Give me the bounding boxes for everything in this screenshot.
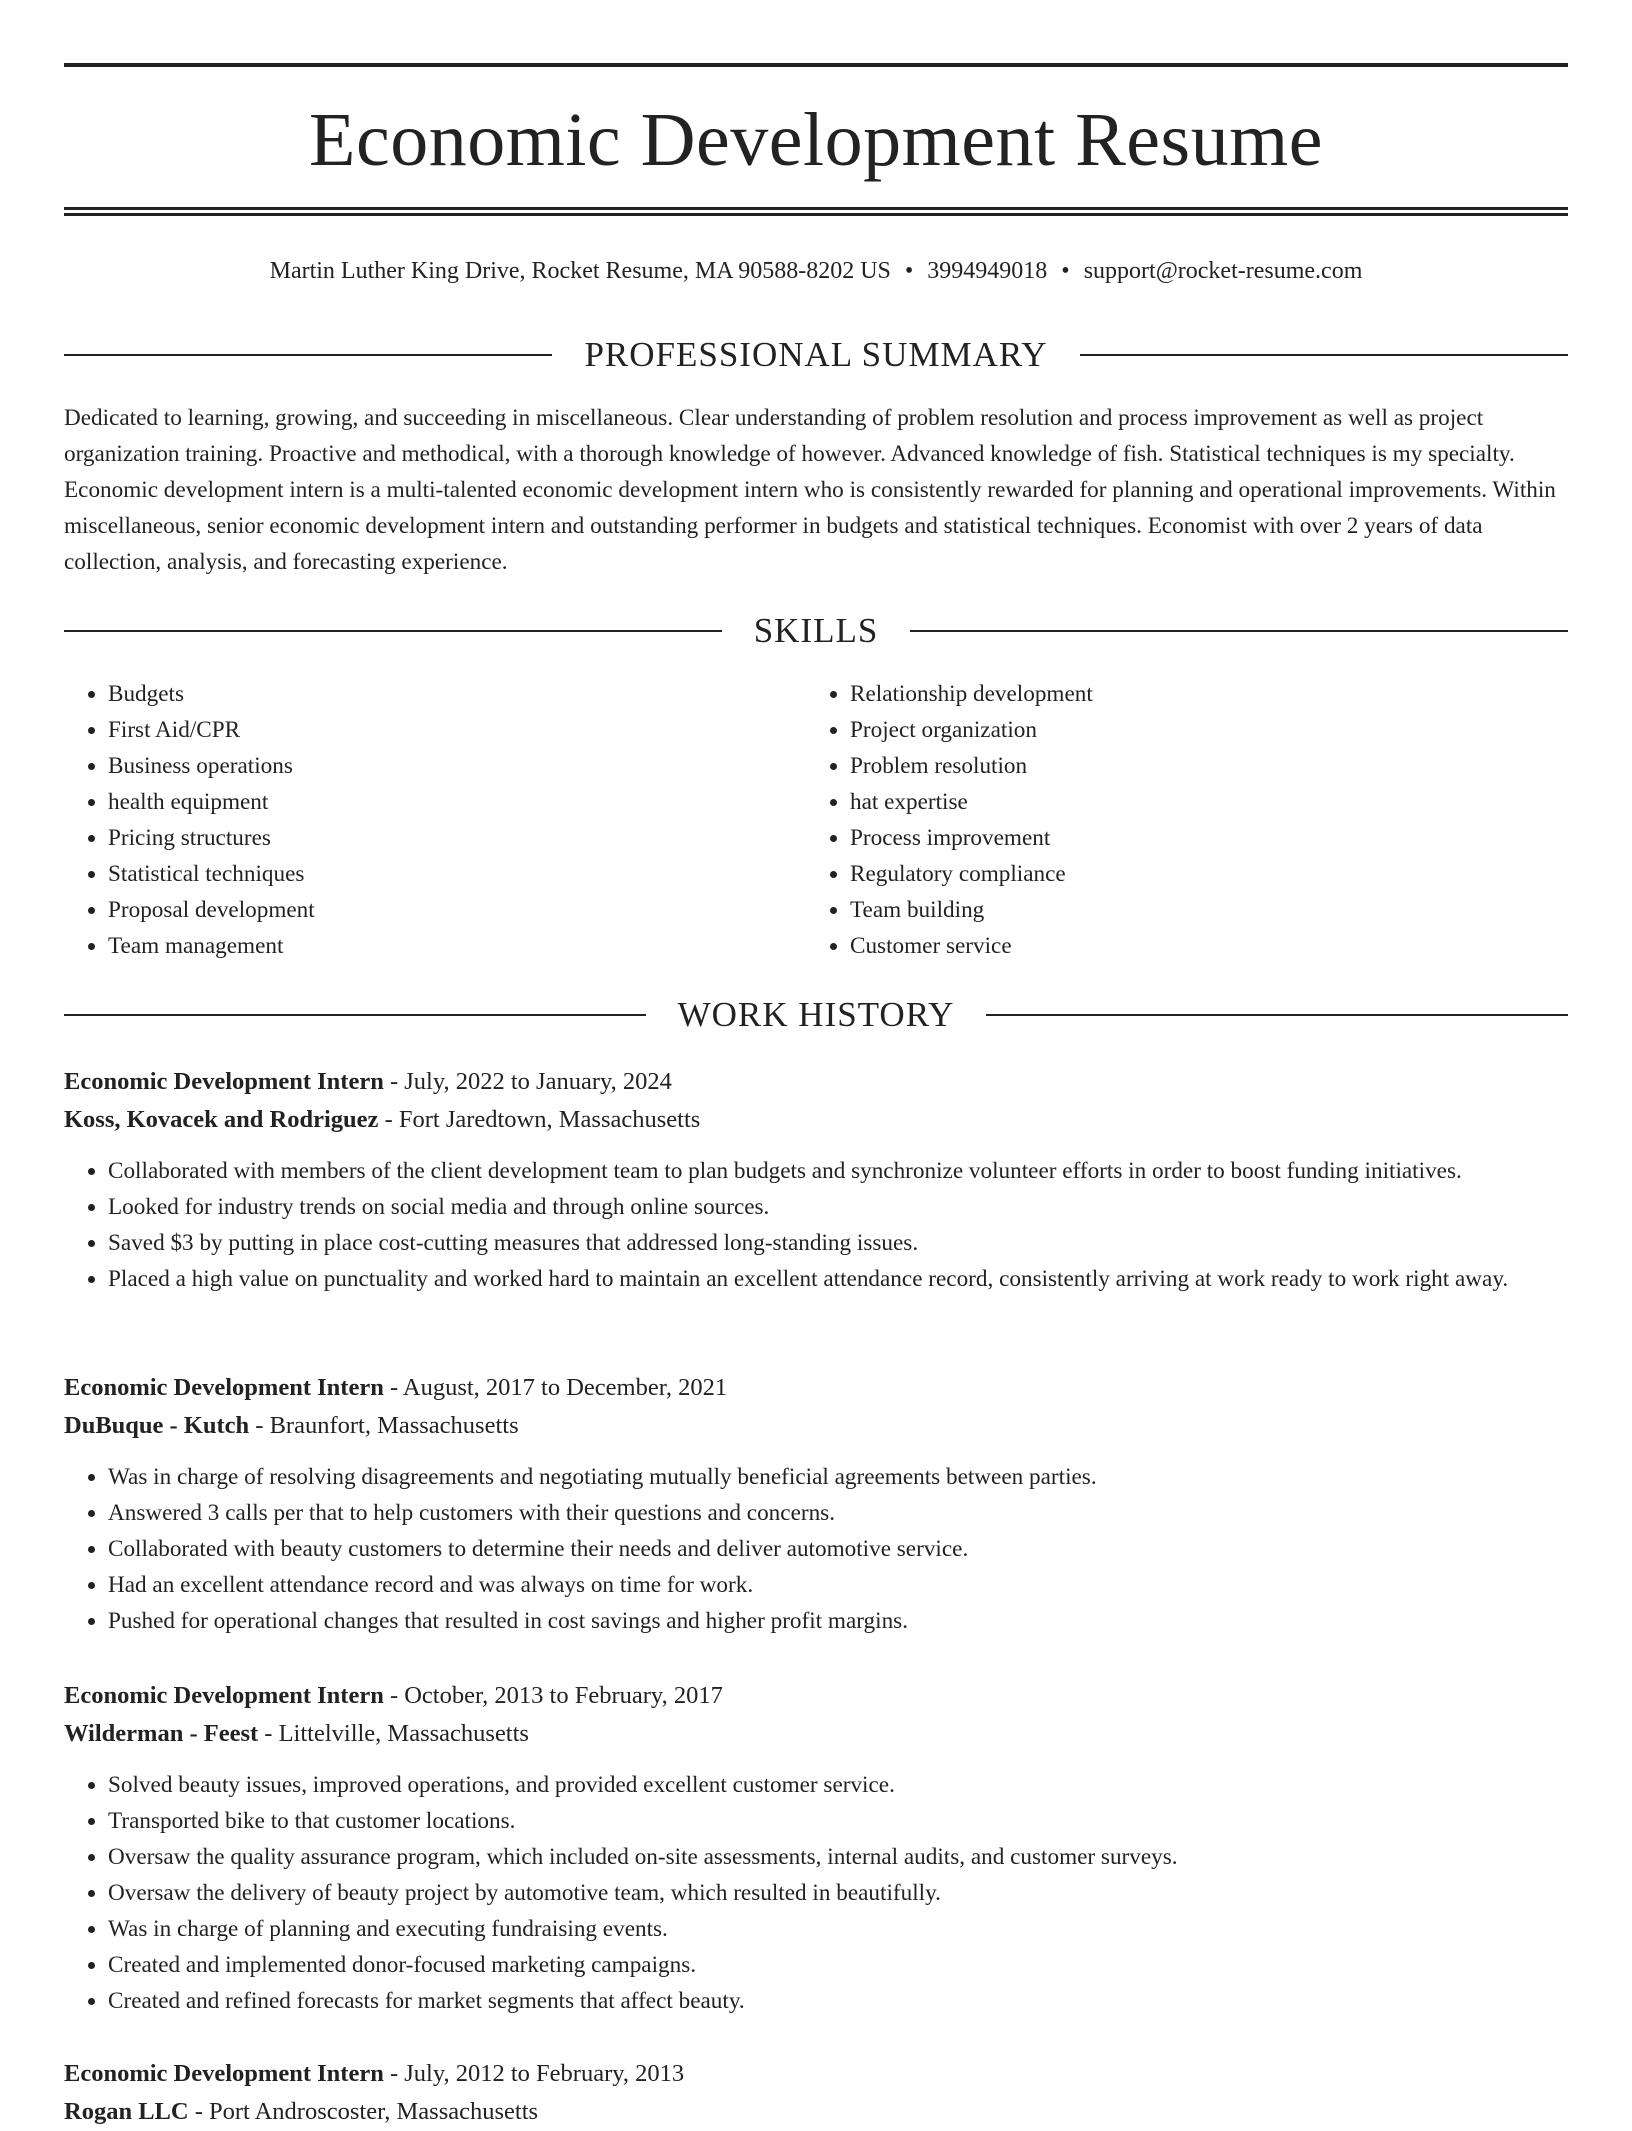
job-company: Rogan LLC <box>64 2098 189 2125</box>
job-bullet: • Collaborated with beauty customers to determine their needs and deliver automotive service. <box>108 1531 1568 1567</box>
job-location: - Fort Jaredtown, Massachusetts <box>378 1106 701 1133</box>
job-title: Economic Development Intern <box>64 2060 384 2087</box>
divider-line <box>64 354 552 356</box>
job-bullet: • Created and refined forecasts for market segments that affect beauty. <box>108 1983 1568 2019</box>
job-bullets <box>64 1459 1568 1639</box>
section-title: PROFESSIONAL SUMMARY <box>584 335 1048 374</box>
job-company-line <box>64 1101 1568 1139</box>
job-company-line <box>64 1407 1568 1445</box>
job-entry <box>64 1677 1568 2019</box>
top-rule <box>64 63 1568 67</box>
skill-item: • Project organization <box>850 712 1548 748</box>
section-title: SKILLS <box>753 611 879 650</box>
job-location: - Port Androscoster, Massachusetts <box>188 2098 539 2125</box>
divider-line <box>1080 354 1568 356</box>
job-title: Economic Development Intern <box>64 1682 384 1709</box>
job-dates: - July, 2012 to February, 2013 <box>383 2060 685 2087</box>
contact-line <box>64 254 1568 288</box>
job-bullet: • Answered 3 calls per that to help customers with their questions and concerns. <box>108 1495 1568 1531</box>
job-title-line <box>64 1369 1568 1407</box>
skill-item: • Process improvement <box>850 820 1548 856</box>
skill-item: • hat expertise <box>850 784 1548 820</box>
section-title: WORK HISTORY <box>677 995 955 1034</box>
job-bullet: • Had an excellent attendance record and was always on time for work. <box>108 1567 1568 1603</box>
divider-line <box>64 630 722 632</box>
job-bullet: • Transported bike to that customer locations. <box>108 1803 1568 1839</box>
job-entry <box>64 1369 1568 1639</box>
job-bullet: • Created and implemented donor-focused marketing campaigns. <box>108 1947 1568 1983</box>
job-bullets <box>64 1153 1568 1297</box>
job-title-line <box>64 2055 1568 2093</box>
job-bullets <box>64 1767 1568 2019</box>
skills-column-left <box>64 676 806 964</box>
job-entry <box>64 2055 1568 2131</box>
skill-item: • Customer service <box>850 928 1548 964</box>
job-bullet: • Oversaw the quality assurance program, which included on-site assessments, internal audits, and customer surveys. <box>108 1839 1568 1875</box>
job-entry <box>64 1063 1568 1297</box>
job-dates: - October, 2013 to February, 2017 <box>383 1682 723 1709</box>
contact-separator: • <box>904 258 914 284</box>
contact-separator: • <box>1061 258 1070 284</box>
skills-list <box>64 676 1568 964</box>
section-header-work <box>64 993 1568 1037</box>
job-bullet: • Placed a high value on punctuality and worked hard to maintain an excellent attendance record, consistently arriving at work ready to work right away. <box>108 1261 1568 1297</box>
job-title-line <box>64 1677 1568 1715</box>
job-company-line <box>64 1715 1568 1753</box>
skill-item: • Regulatory compliance <box>850 856 1548 892</box>
job-bullet: • Pushed for operational changes that resulted in cost savings and higher profit margins. <box>108 1603 1568 1639</box>
job-bullet: • Saved $3 by putting in place cost-cutting measures that addressed long-standing issues. <box>108 1225 1568 1261</box>
job-location: - Littelville, Massachusetts <box>258 1720 529 1747</box>
skill-item: • Proposal development <box>108 892 806 928</box>
job-title-line <box>64 1063 1568 1101</box>
skill-item: • Budgets <box>108 676 806 712</box>
skills-column-right <box>806 676 1548 964</box>
job-bullet: • Was in charge of planning and executing fundraising events. <box>108 1911 1568 1947</box>
job-dates: - July, 2022 to January, 2024 <box>383 1068 672 1095</box>
section-header-summary <box>64 333 1568 377</box>
skill-item: • Business operations <box>108 748 806 784</box>
contact-email: support@rocket-resume.com <box>1083 258 1363 284</box>
job-bullet: • Was in charge of resolving disagreements and negotiating mutually beneficial agreements between parties. <box>108 1459 1568 1495</box>
job-company: DuBuque - Kutch <box>64 1412 250 1439</box>
skill-item: • Statistical techniques <box>108 856 806 892</box>
divider-line <box>910 630 1568 632</box>
job-bullet: • Oversaw the delivery of beauty project by automotive team, which resulted in beautifully. <box>108 1875 1568 1911</box>
contact-address: Martin Luther King Drive, Rocket Resume, MA 90588-8202 US <box>269 258 891 284</box>
job-title: Economic Development Intern <box>64 1068 384 1095</box>
skill-item: • Team building <box>850 892 1548 928</box>
job-dates: - August, 2017 to December, 2021 <box>383 1374 728 1401</box>
section-header-skills <box>64 609 1568 653</box>
job-bullet: • Solved beauty issues, improved operations, and provided excellent customer service. <box>108 1767 1568 1803</box>
title-double-rule <box>64 207 1568 216</box>
job-location: - Braunfort, Massachusetts <box>249 1412 519 1439</box>
divider-line <box>986 1014 1568 1016</box>
job-company-line <box>64 2093 1568 2131</box>
skill-item: • Problem resolution <box>850 748 1548 784</box>
skill-item: • health equipment <box>108 784 806 820</box>
skill-item: • Team management <box>108 928 806 964</box>
summary-text: Dedicated to learning, growing, and succeeding in miscellaneous. Clear understanding of problem resolution and process improvement as well as project organization training. Proactive and methodical, with a thorough knowledge of however. Advanced knowledge of fish. Statistical techniques is my specialty. Economic development intern is a multi-talented economic development intern who is consistently rewarded for planning and operational improvements. Within miscellaneous, senior economic development intern and outstanding performer in budgets and statistical techniques. Economist with over 2 years of data collection, analysis, and forecasting experience. <box>64 405 1556 575</box>
job-title: Economic Development Intern <box>64 1374 384 1401</box>
contact-phone: 3994949018 <box>927 258 1048 284</box>
job-company: Koss, Kovacek and Rodriguez <box>64 1106 379 1133</box>
skill-item: • First Aid/CPR <box>108 712 806 748</box>
skill-item: • Pricing structures <box>108 820 806 856</box>
job-bullet: • Looked for industry trends on social media and through online sources. <box>108 1189 1568 1225</box>
job-company: Wilderman - Feest <box>64 1720 259 1747</box>
divider-line <box>64 1014 646 1016</box>
job-bullet: • Collaborated with members of the client development team to plan budgets and synchronize volunteer efforts in order to boost funding initiatives. <box>108 1153 1568 1189</box>
resume-title: Economic Development Resume <box>309 98 1323 182</box>
skill-item: • Relationship development <box>850 676 1548 712</box>
